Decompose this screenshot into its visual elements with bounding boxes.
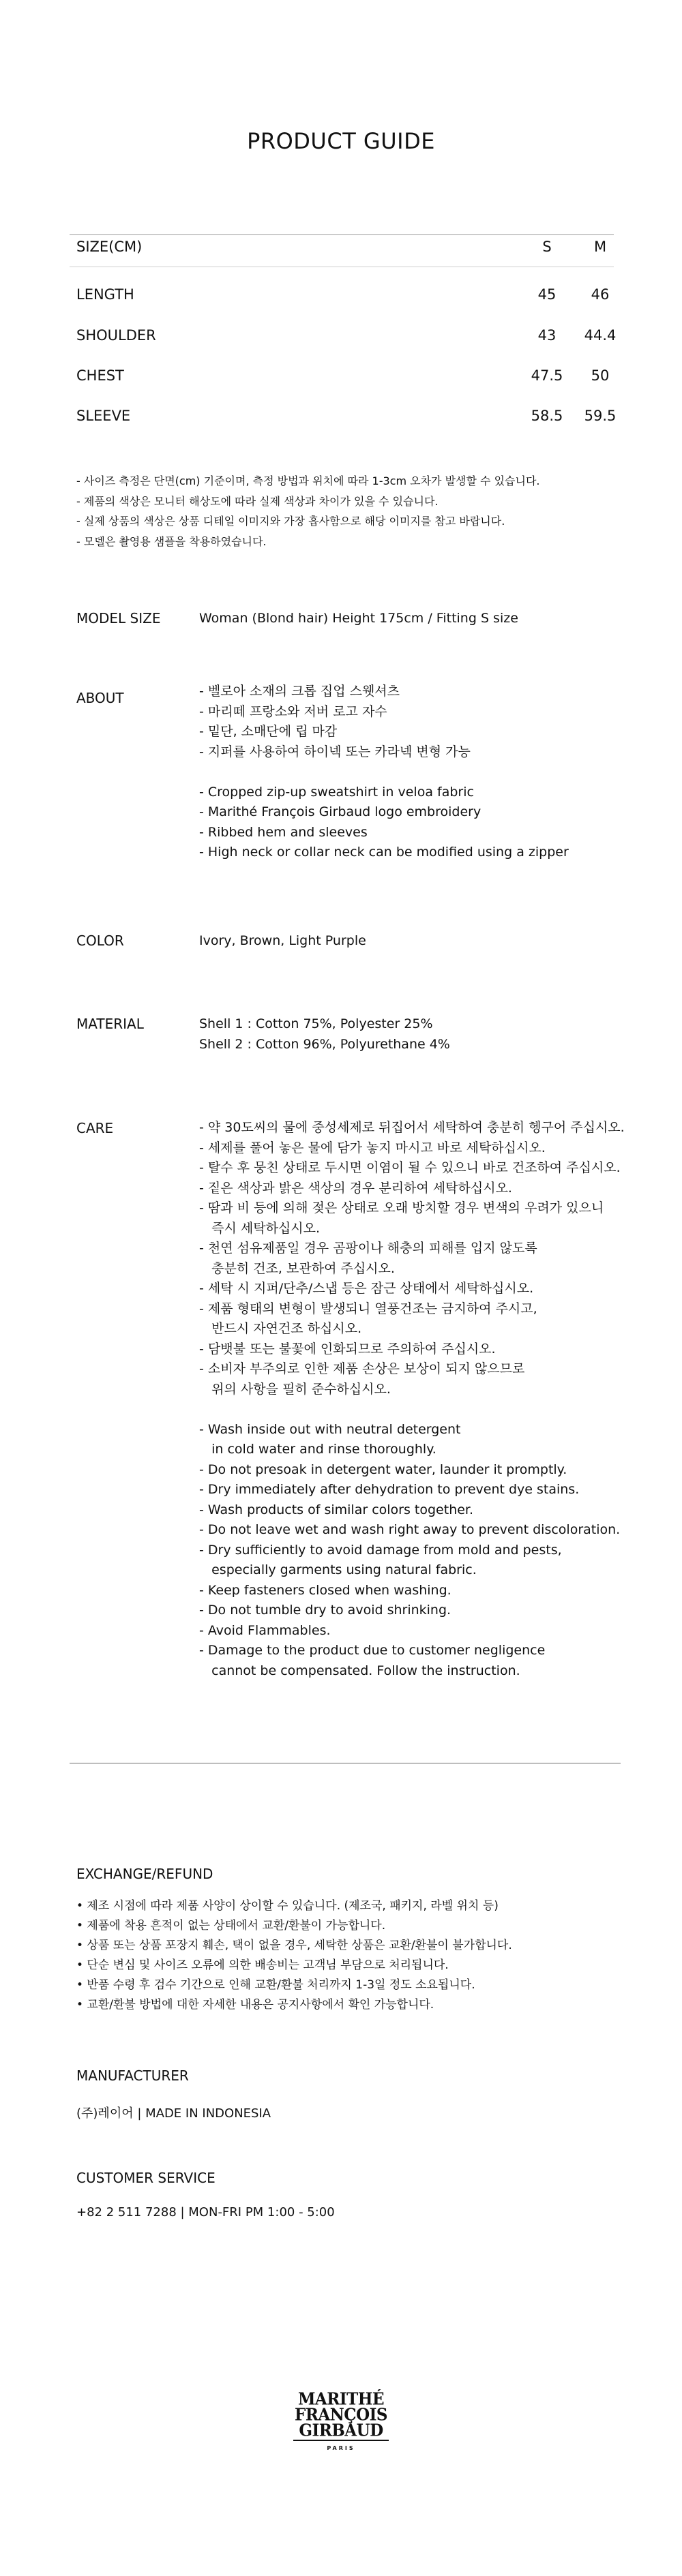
care-body [199,1118,636,1681]
table-row [76,408,617,428]
note-line: - 사이즈 측정은 단면(cm) 기준이며, 측정 방법과 위치에 따라 1-3cm 오차가 발생할 수 있습니다. [76,474,540,487]
size-table-header [76,239,612,259]
care-line: 충분히 건조, 보관하여 주십시오. [199,1260,395,1276]
row-value-s: 58.5 [531,408,563,424]
care-label: CARE [76,1120,114,1136]
table-row [76,327,617,348]
row-value-s: 45 [537,286,557,303]
page-title: PRODUCT GUIDE [247,128,435,154]
logo-line: FRANÇOIS [294,2405,388,2425]
care-line: cannot be compensated. Follow the instruction. [199,1663,520,1678]
color-value [199,931,636,952]
row-value-s: 47.5 [531,367,563,384]
care-line: - Damage to the product due to customer negligence [199,1643,546,1658]
care-line: 위의 사항을 필히 준수하십시오. [199,1381,391,1397]
care-line [199,1399,636,1420]
about-line: - Cropped zip-up sweatshirt in veloa fabric [199,784,474,800]
care-line: in cold water and rinse thoroughly. [199,1442,436,1457]
care-line: - Wash inside out with neutral detergent [199,1421,461,1437]
customer-service-title: CUSTOMER SERVICE [76,2170,216,2186]
care-line: especially garments using natural fabric. [199,1562,477,1577]
logo-sub: PARIS [327,2445,355,2451]
list-item: • 상품 또는 상품 포장지 훼손, 택이 없을 경우, 세탁한 상품은 교환/환불이 불가합니다. [76,1939,512,1952]
customer-service-value: +82 2 511 7288 | MON-FRI PM 1:00 - 5:00 [76,2205,335,2219]
care-line: - Wash products of similar colors together. [199,1502,474,1517]
care-line: 반드시 자연건조 하십시오. [199,1321,362,1336]
care-line: - 탈수 후 뭉친 상태로 두시면 이염이 될 수 있으니 바로 건조하여 주십시오. [199,1160,621,1175]
care-line: - Do not tumble dry to avoid shrinking. [199,1603,451,1618]
list-item: • 제조 시점에 따라 제품 사양이 상이할 수 있습니다. (제조국, 패키지, 라벨 위치 등) [76,1899,499,1913]
color-text: Ivory, Brown, Light Purple [199,933,366,948]
care-line: - 짙은 색상과 밝은 색상의 경우 분리하여 세탁하십시오. [199,1180,512,1196]
model-size-value [199,609,636,629]
list-item: • 교환/환불 방법에 대한 자세한 내용은 공지사항에서 확인 가능합니다. [76,1998,434,2012]
manufacturer-value: (주)레이어 | MADE IN INDONESIA [76,2106,271,2121]
size-header-label: SIZE(CM) [76,239,143,255]
row-value-m: 59.5 [584,408,617,424]
care-line: - 소비자 부주의로 인한 제품 손상은 보상이 되지 않으므로 [199,1361,525,1376]
list-item: • 단순 변심 및 사이즈 오류에 의한 배송비는 고객님 부담으로 처리됩니다. [76,1958,449,1972]
row-value-m: 50 [591,367,610,384]
care-line: - 세탁 시 지퍼/단추/스냅 등은 잠근 상태에서 세탁하십시오. [199,1281,534,1296]
exchange-title: EXCHANGE/REFUND [76,1866,213,1882]
care-line: - 세제를 풀어 놓은 물에 담가 놓지 마시고 바로 세탁하십시오. [199,1140,546,1155]
exchange-list [76,1896,636,2015]
about-line: - 밑단, 소매단에 립 마감 [199,724,338,739]
care-line: - 담뱃불 또는 불꽃에 인화되므로 주의하여 주십시오. [199,1341,496,1357]
logo-line: GIRBAUD [299,2421,383,2440]
about-line: - High neck or collar neck can be modified using a zipper [199,845,569,860]
row-label: CHEST [76,367,124,384]
list-item: • 반품 수령 후 검수 기간으로 인해 교환/환불 처리까지 1-3일 정도 소요됩니다. [76,1978,475,1992]
care-line: - 제품 형태의 변형이 발생되니 열풍건조는 금지하여 주시고, [199,1301,537,1316]
care-line: - Keep fasteners closed when washing. [199,1582,451,1598]
material-label: MATERIAL [76,1016,144,1032]
row-label: SHOULDER [76,327,156,344]
care-line: - 천연 섬유제품일 경우 곰팡이나 해충의 피해를 입지 않도록 [199,1241,537,1256]
about-body [199,682,636,863]
material-line: Shell 2 : Cotton 96%, Polyurethane 4% [199,1036,450,1052]
list-item: • 제품에 착용 흔적이 없는 상태에서 교환/환불이 가능합니다. [76,1919,386,1933]
size-notes [76,471,622,551]
table-top-divider [70,234,614,235]
color-label: COLOR [76,933,124,949]
note-line: - 제품의 색상은 모니터 해상도에 따라 실제 색상과 차이가 있을 수 있습니다. [76,494,439,508]
about-line: - 벨로아 소재의 크롭 집업 스웻셔츠 [199,684,400,699]
model-size-label: MODEL SIZE [76,610,161,626]
care-line: - Avoid Flammables. [199,1622,331,1638]
care-line: - 약 30도씨의 물에 중성세제로 뒤집어서 세탁하여 충분히 헹구어 주십시오. [199,1120,625,1135]
row-label: SLEEVE [76,408,131,424]
care-line: - Dry sufficiently to avoid damage from mold and pests, [199,1542,562,1558]
about-line: - Ribbed hem and sleeves [199,824,368,840]
about-line: - 마리떼 프랑소와 저버 로고 자수 [199,703,387,719]
model-size-text: Woman (Blond hair) Height 175cm / Fitting S size [199,611,518,626]
care-line: - Do not presoak in detergent water, launder it promptly. [199,1461,567,1477]
about-label: ABOUT [76,690,124,706]
care-line: - Do not leave wet and wash right away to prevent discoloration. [199,1522,621,1537]
note-line: - 모델은 촬영용 샘플을 착용하였습니다. [76,534,267,548]
about-line: - 지퍼를 사용하여 하이넥 또는 카라넥 변형 가능 [199,744,471,759]
material-body [199,1014,636,1055]
row-value-s: 43 [537,327,557,344]
logo-line: MARITHÉ [297,2389,385,2409]
size-header-m: M [593,239,607,255]
material-line: Shell 1 : Cotton 75%, Polyester 25% [199,1016,433,1031]
care-line: 즉시 세탁하십시오. [199,1220,321,1236]
brand-logo [292,2391,390,2451]
size-header-s: S [542,239,552,255]
about-line [199,762,636,783]
row-value-m: 44.4 [584,327,617,344]
table-row [76,286,612,307]
table-row [76,367,612,388]
about-line: - Marithé François Girbaud logo embroidery [199,804,481,819]
care-line: - 땀과 비 등에 의해 젖은 상태로 오래 방치할 경우 변색의 우려가 있으니 [199,1200,604,1215]
row-value-m: 46 [591,286,610,303]
manufacturer-title: MANUFACTURER [76,2067,189,2084]
row-label: LENGTH [76,286,134,303]
care-line: - Dry immediately after dehydration to prevent dye stains. [199,1482,580,1497]
note-line: - 실제 상품의 색상은 상품 디테일 이미지와 가장 흡사함으로 해당 이미지를 참고 바랍니다. [76,515,505,528]
